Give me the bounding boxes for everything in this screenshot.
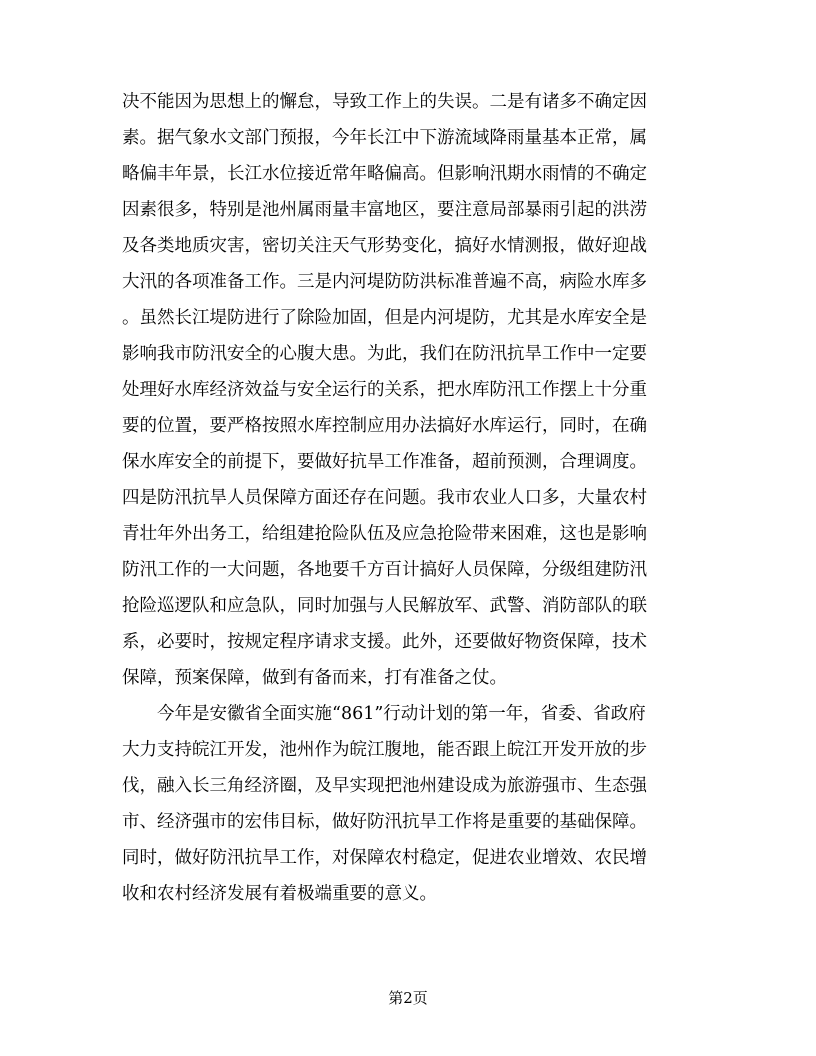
text-line: 素。据气象水文部门预报，今年长江中下游流域降雨量基本正常，属 [122,128,647,148]
text-line: 要的位置，要严格按照水库控制应用办法搞好水库运行，同时，在确 [122,416,647,436]
text-line: 大汛的各项准备工作。三是内河堤防防洪标准普遍不高，病险水库多 [122,272,647,292]
text-line: 影响我市防汛安全的心腹大患。为此，我们在防汛抗旱工作中一定要 [122,344,647,364]
text-line: 。虽然长江堤防进行了除险加固，但是内河堤防，尤其是水库安全是 [122,308,647,328]
text-line: 收和农村经济发展有着极端重要的意义。 [122,884,437,904]
text-line: 今年是安徽省全面实施“861”行动计划的第一年，省委、省政府 [122,704,646,724]
text-line: 青壮年外出务工，给组建抢险队伍及应急抢险带来困难，这也是影响 [122,524,647,544]
text-line: 伐，融入长三角经济圈，及早实现把池州建设成为旅游强市、生态强 [122,776,647,796]
text-line: 同时，做好防汛抗旱工作，对保障农村稳定，促进农业增效、农民增 [122,848,647,868]
text-line: 防汛工作的一大问题，各地要千方百计搞好人员保障，分级组建防汛 [122,560,647,580]
text-line: 保障，预案保障，做到有备而来，打有准备之仗。 [122,668,507,688]
text-line: 抢险巡逻队和应急队，同时加强与人民解放军、武警、消防部队的联 [122,596,647,616]
text-line: 系，必要时，按规定程序请求支援。此外，还要做好物资保障，技术 [122,632,647,652]
text-line: 略偏丰年景，长江水位接近常年略偏高。但影响汛期水雨情的不确定 [122,164,647,184]
body-text [122,84,694,912]
text-line: 大力支持皖江开发，池州作为皖江腹地，能否跟上皖江开发开放的步 [122,740,647,760]
text-line: 四是防汛抗旱人员保障方面还存在问题。我市农业人口多，大量农村 [122,488,647,508]
text-line: 保水库安全的前提下，要做好抗旱工作准备，超前预测，合理调度。 [122,452,647,472]
text-line: 市、经济强市的宏伟目标，做好防汛抗旱工作将是重要的基础保障。 [122,812,647,832]
page-number: 第2页 [388,989,428,1007]
text-line: 及各类地质灾害，密切关注天气形势变化，搞好水情测报，做好迎战 [122,236,647,256]
text-line: 因素很多，特别是池州属雨量丰富地区，要注意局部暴雨引起的洪涝 [122,200,647,220]
text-line: 决不能因为思想上的懈怠，导致工作上的失误。二是有诸多不确定因 [122,92,647,112]
text-line: 处理好水库经济效益与安全运行的关系，把水库防汛工作摆上十分重 [122,380,647,400]
